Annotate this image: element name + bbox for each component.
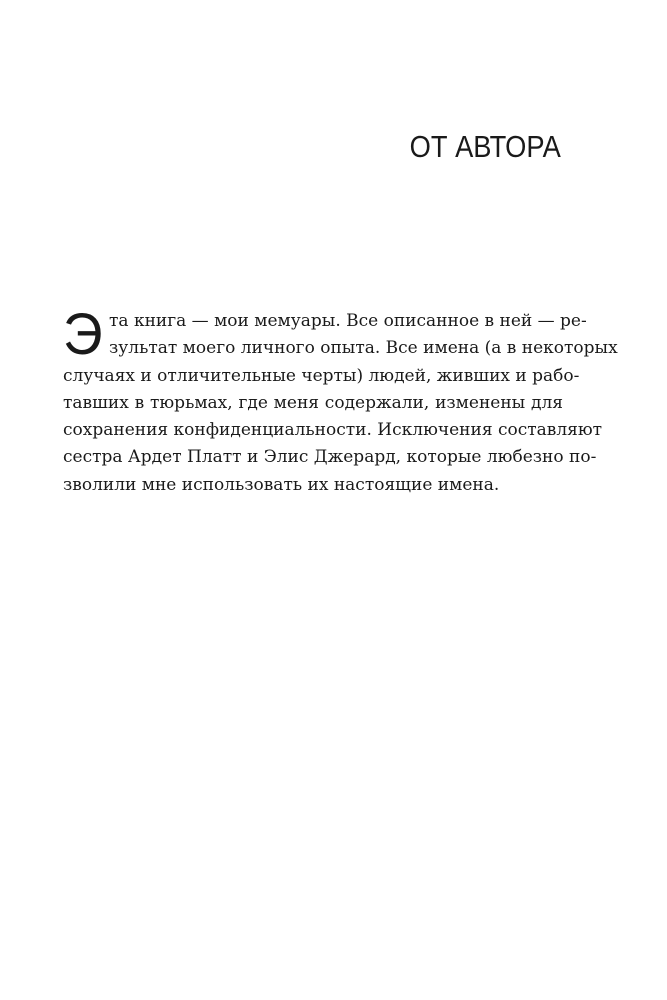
paragraph-line: случаях и отличительные черты) людей, живших и рабо- <box>63 365 580 386</box>
paragraph-line: зультат моего личного опыта. Все имена (а в некоторых <box>109 338 618 359</box>
drop-cap: Э <box>63 302 103 367</box>
paragraph-line: зволили мне использовать их настоящие имена. <box>63 474 500 495</box>
chapter-title: ОТ АВТОРА <box>409 129 561 164</box>
paragraph-line: сестра Ардет Платт и Элис Джерард, которые любезно по- <box>63 447 597 468</box>
paragraph-line: сохранения конфиденциальности. Исключения составляют <box>63 420 603 441</box>
author-note-paragraph <box>63 302 618 499</box>
paragraph-line: тавших в тюрьмах, где меня содержали, изменены для <box>63 392 563 413</box>
paragraph-line: та книга — мои мемуары. Все описанное в ней — ре- <box>109 311 587 331</box>
